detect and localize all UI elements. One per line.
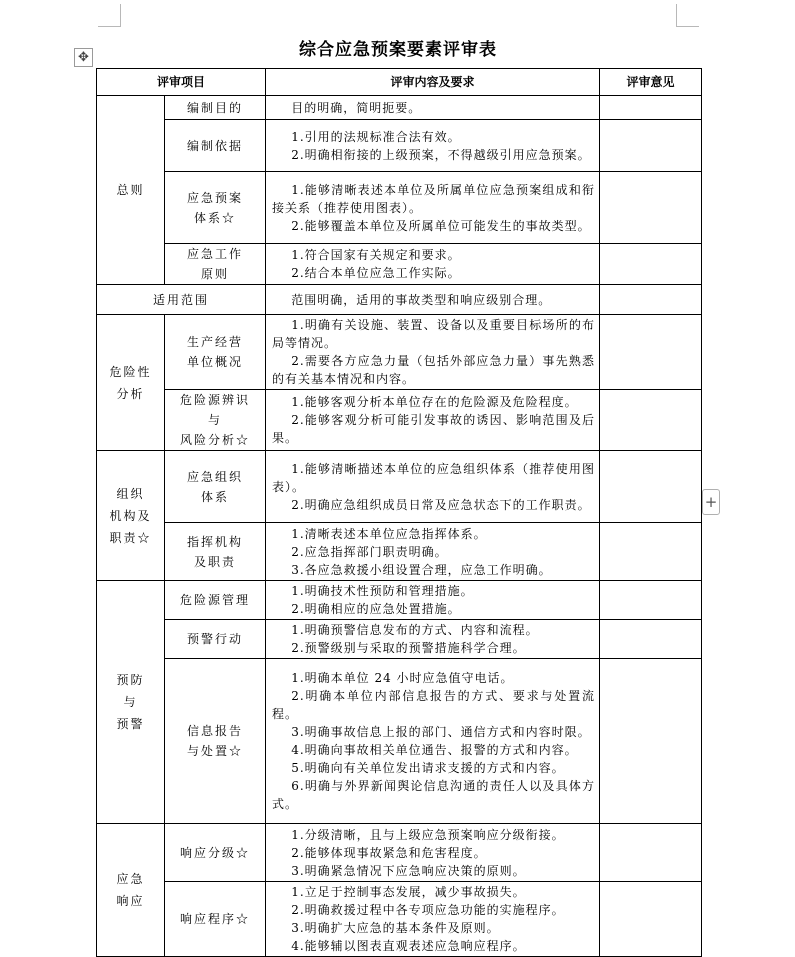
opinion-cell[interactable] bbox=[600, 120, 702, 172]
table-row bbox=[97, 581, 702, 620]
requirement-line: 3.各应急救援小组设置合理，应急工作明确。 bbox=[291, 562, 552, 577]
opinion-cell[interactable] bbox=[600, 581, 702, 620]
header-opinion: 评审意见 bbox=[600, 69, 702, 96]
subitem-label: 编制依据 bbox=[187, 138, 244, 153]
table-row bbox=[97, 285, 702, 315]
opinion-cell[interactable] bbox=[600, 244, 702, 285]
page-corner-mark-top-right bbox=[676, 4, 699, 27]
requirement-line: 2.明确本单位内部信息报告的方式、要求与处置流程。 bbox=[272, 689, 596, 721]
requirement-cell bbox=[266, 315, 600, 390]
table-row bbox=[97, 824, 702, 882]
requirement-line: 1.能够清晰表述本单位及所属单位应急预案组成和衔接关系（推荐使用图表）。 bbox=[272, 182, 596, 215]
requirement-line: 1.引用的法规标准合法有效。 bbox=[291, 129, 461, 144]
subitem-cell bbox=[165, 659, 266, 824]
document-title: 综合应急预案要素评审表 bbox=[299, 40, 497, 60]
subitem-label: 危险源管理 bbox=[180, 593, 251, 607]
requirement-line: 1.分级清晰，且与上级应急预案响应分级衔接。 bbox=[291, 827, 565, 842]
requirement-line: 1.能够清晰描述本单位的应急组织体系（推荐使用图表）。 bbox=[272, 461, 596, 494]
subitem-label: 指挥机构 bbox=[187, 534, 244, 549]
requirement-line: 2.明确应急组织成员日常及应急状态下的工作职责。 bbox=[291, 497, 591, 512]
opinion-cell[interactable] bbox=[600, 390, 702, 451]
requirement-line: 3.明确紧急情况下应急响应决策的原则。 bbox=[291, 863, 526, 878]
requirement-line: 目的明确，简明扼要。 bbox=[291, 100, 422, 115]
table-row bbox=[97, 172, 702, 244]
header-item: 评审项目 bbox=[97, 69, 266, 96]
table-row bbox=[97, 96, 702, 120]
table-header-row bbox=[97, 69, 702, 96]
requirement-line: 2.能够客观分析可能引发事故的诱因、影响范围及后果。 bbox=[272, 413, 596, 445]
opinion-cell[interactable] bbox=[600, 172, 702, 244]
requirement-line: 1.清晰表述本单位应急指挥体系。 bbox=[291, 526, 487, 541]
requirement-line: 2.明确救援过程中各专项应急功能的实施程序。 bbox=[291, 903, 565, 917]
subitem-cell bbox=[165, 244, 266, 285]
requirement-cell bbox=[266, 96, 600, 120]
subitem-label: 单位概况 bbox=[187, 355, 244, 369]
section-name-line: 应急 bbox=[116, 872, 145, 886]
opinion-cell[interactable] bbox=[600, 315, 702, 390]
requirement-line: 3.明确扩大应急的基本条件及原则。 bbox=[291, 921, 500, 935]
page-corner-mark-top-left bbox=[98, 4, 121, 27]
subitem-cell bbox=[165, 451, 266, 523]
section-name-line: 预防 bbox=[116, 673, 145, 687]
section-name-cell: 总则 bbox=[97, 96, 165, 285]
requirement-line: 3.明确事故信息上报的部门、通信方式和内容时限。 bbox=[291, 725, 591, 739]
requirement-line: 2.预警级别与采取的预警措施科学合理。 bbox=[291, 641, 526, 655]
subitem-cell bbox=[165, 620, 266, 659]
subitem-cell bbox=[165, 120, 266, 172]
requirement-line: 2.能够覆盖本单位及所属单位可能发生的事故类型。 bbox=[291, 218, 591, 233]
requirement-cell bbox=[266, 824, 600, 882]
table-row bbox=[97, 659, 702, 824]
requirement-line: 范围明确，适用的事故类型和响应级别合理。 bbox=[291, 292, 552, 307]
subitem-cell bbox=[165, 172, 266, 244]
table-move-handle-icon[interactable]: ✥ bbox=[74, 48, 93, 67]
subitem-cell bbox=[165, 882, 266, 957]
section-name-line: 危险性 bbox=[109, 364, 152, 379]
table-row bbox=[97, 390, 702, 451]
table-row bbox=[97, 120, 702, 172]
requirement-line: 2.需要各方应急力量（包括外部应急力量）事先熟悉的有关基本情况和内容。 bbox=[272, 354, 596, 386]
subitem-label: 体系☆ bbox=[194, 210, 237, 225]
section-name-cell bbox=[97, 824, 165, 957]
table-row bbox=[97, 620, 702, 659]
subitem-cell bbox=[165, 390, 266, 451]
requirement-cell bbox=[266, 659, 600, 824]
section-name-line: 分析 bbox=[116, 386, 145, 401]
header-content: 评审内容及要求 bbox=[266, 69, 600, 96]
section-name-line: 机构及 bbox=[109, 508, 152, 523]
section-name-cell: 适用范围 bbox=[97, 285, 266, 315]
subitem-label: 体系 bbox=[201, 489, 230, 504]
subitem-label: 与 bbox=[208, 413, 223, 427]
subitem-cell bbox=[165, 96, 266, 120]
requirement-line: 1.明确本单位 24 小时应急值守电话。 bbox=[291, 671, 514, 685]
requirement-line: 1.符合国家有关规定和要求。 bbox=[291, 248, 461, 262]
subitem-label: 危险源辨识 bbox=[180, 393, 251, 407]
opinion-cell[interactable] bbox=[600, 451, 702, 523]
table-row bbox=[97, 315, 702, 390]
requirement-line: 6.明确与外界新闻舆论信息沟通的责任人以及具体方式。 bbox=[272, 779, 596, 811]
requirement-line: 2.能够体现事故紧急和危害程度。 bbox=[291, 845, 487, 860]
subitem-label: 预警行动 bbox=[187, 632, 244, 646]
subitem-label: 风险分析☆ bbox=[180, 433, 251, 447]
opinion-cell[interactable] bbox=[600, 620, 702, 659]
requirement-cell bbox=[266, 285, 600, 315]
requirement-cell bbox=[266, 390, 600, 451]
subitem-label: 响应程序☆ bbox=[180, 912, 251, 926]
requirement-line: 2.结合本单位应急工作实际。 bbox=[291, 266, 461, 280]
requirement-cell bbox=[266, 523, 600, 581]
section-name-line: 职责☆ bbox=[109, 530, 152, 545]
requirement-cell bbox=[266, 172, 600, 244]
opinion-cell[interactable] bbox=[600, 882, 702, 957]
requirement-line: 1.能够客观分析本单位存在的危险源及危险程度。 bbox=[291, 395, 578, 409]
requirement-cell bbox=[266, 120, 600, 172]
section-name-line: 响应 bbox=[116, 894, 145, 908]
requirement-cell bbox=[266, 581, 600, 620]
section-name-cell bbox=[97, 581, 165, 824]
table-row bbox=[97, 451, 702, 523]
subitem-label: 编制目的 bbox=[187, 100, 244, 115]
requirement-line: 2.明确相应的应急处置措施。 bbox=[291, 602, 461, 616]
section-name-line: 预警 bbox=[116, 717, 145, 731]
table-row bbox=[97, 244, 702, 285]
subitem-label: 及职责 bbox=[194, 554, 237, 569]
requirement-cell bbox=[266, 620, 600, 659]
subitem-label: 信息报告 bbox=[187, 724, 244, 738]
section-name-line: 组织 bbox=[116, 486, 145, 501]
opinion-cell[interactable] bbox=[600, 824, 702, 882]
requirement-line: 4.明确向事故相关单位通告、报警的方式和内容。 bbox=[291, 743, 578, 757]
section-name-line: 与 bbox=[123, 695, 138, 709]
requirement-line: 2.应急指挥部门职责明确。 bbox=[291, 544, 448, 559]
subitem-cell bbox=[165, 315, 266, 390]
subitem-label: 与处置☆ bbox=[187, 744, 244, 758]
opinion-cell[interactable] bbox=[600, 523, 702, 581]
requirement-line: 1.明确有关设施、装置、设备以及重要目标场所的布局等情况。 bbox=[272, 318, 596, 350]
opinion-cell[interactable] bbox=[600, 96, 702, 120]
requirement-line: 1.明确技术性预防和管理措施。 bbox=[291, 584, 474, 598]
requirement-line: 4.能够辅以图表直观表述应急响应程序。 bbox=[291, 939, 526, 953]
requirement-cell bbox=[266, 882, 600, 957]
section-name-cell bbox=[97, 315, 165, 451]
subitem-label: 原则 bbox=[201, 267, 230, 281]
subitem-label: 应急组织 bbox=[187, 469, 244, 484]
review-table bbox=[96, 68, 702, 957]
subitem-label: 应急预案 bbox=[187, 190, 244, 205]
subitem-cell bbox=[165, 824, 266, 882]
opinion-cell[interactable] bbox=[600, 659, 702, 824]
opinion-cell[interactable] bbox=[600, 285, 702, 315]
requirement-line: 1.立足于控制事态发展，减少事故损失。 bbox=[291, 885, 526, 899]
table-row bbox=[97, 523, 702, 581]
requirement-line: 2.明确相衔接的上级预案，不得越级引用应急预案。 bbox=[291, 147, 591, 162]
subitem-cell bbox=[165, 523, 266, 581]
subitem-label: 应急工作 bbox=[187, 247, 244, 261]
requirement-cell bbox=[266, 451, 600, 523]
subitem-label: 响应分级☆ bbox=[180, 845, 251, 860]
requirement-cell bbox=[266, 244, 600, 285]
section-name-cell bbox=[97, 451, 165, 581]
table-row bbox=[97, 882, 702, 957]
add-column-icon[interactable]: + bbox=[702, 489, 720, 515]
requirement-line: 5.明确向有关单位发出请求支援的方式和内容。 bbox=[291, 761, 565, 775]
subitem-label: 生产经营 bbox=[187, 335, 244, 349]
requirement-line: 1.明确预警信息发布的方式、内容和流程。 bbox=[291, 623, 539, 637]
subitem-cell bbox=[165, 581, 266, 620]
